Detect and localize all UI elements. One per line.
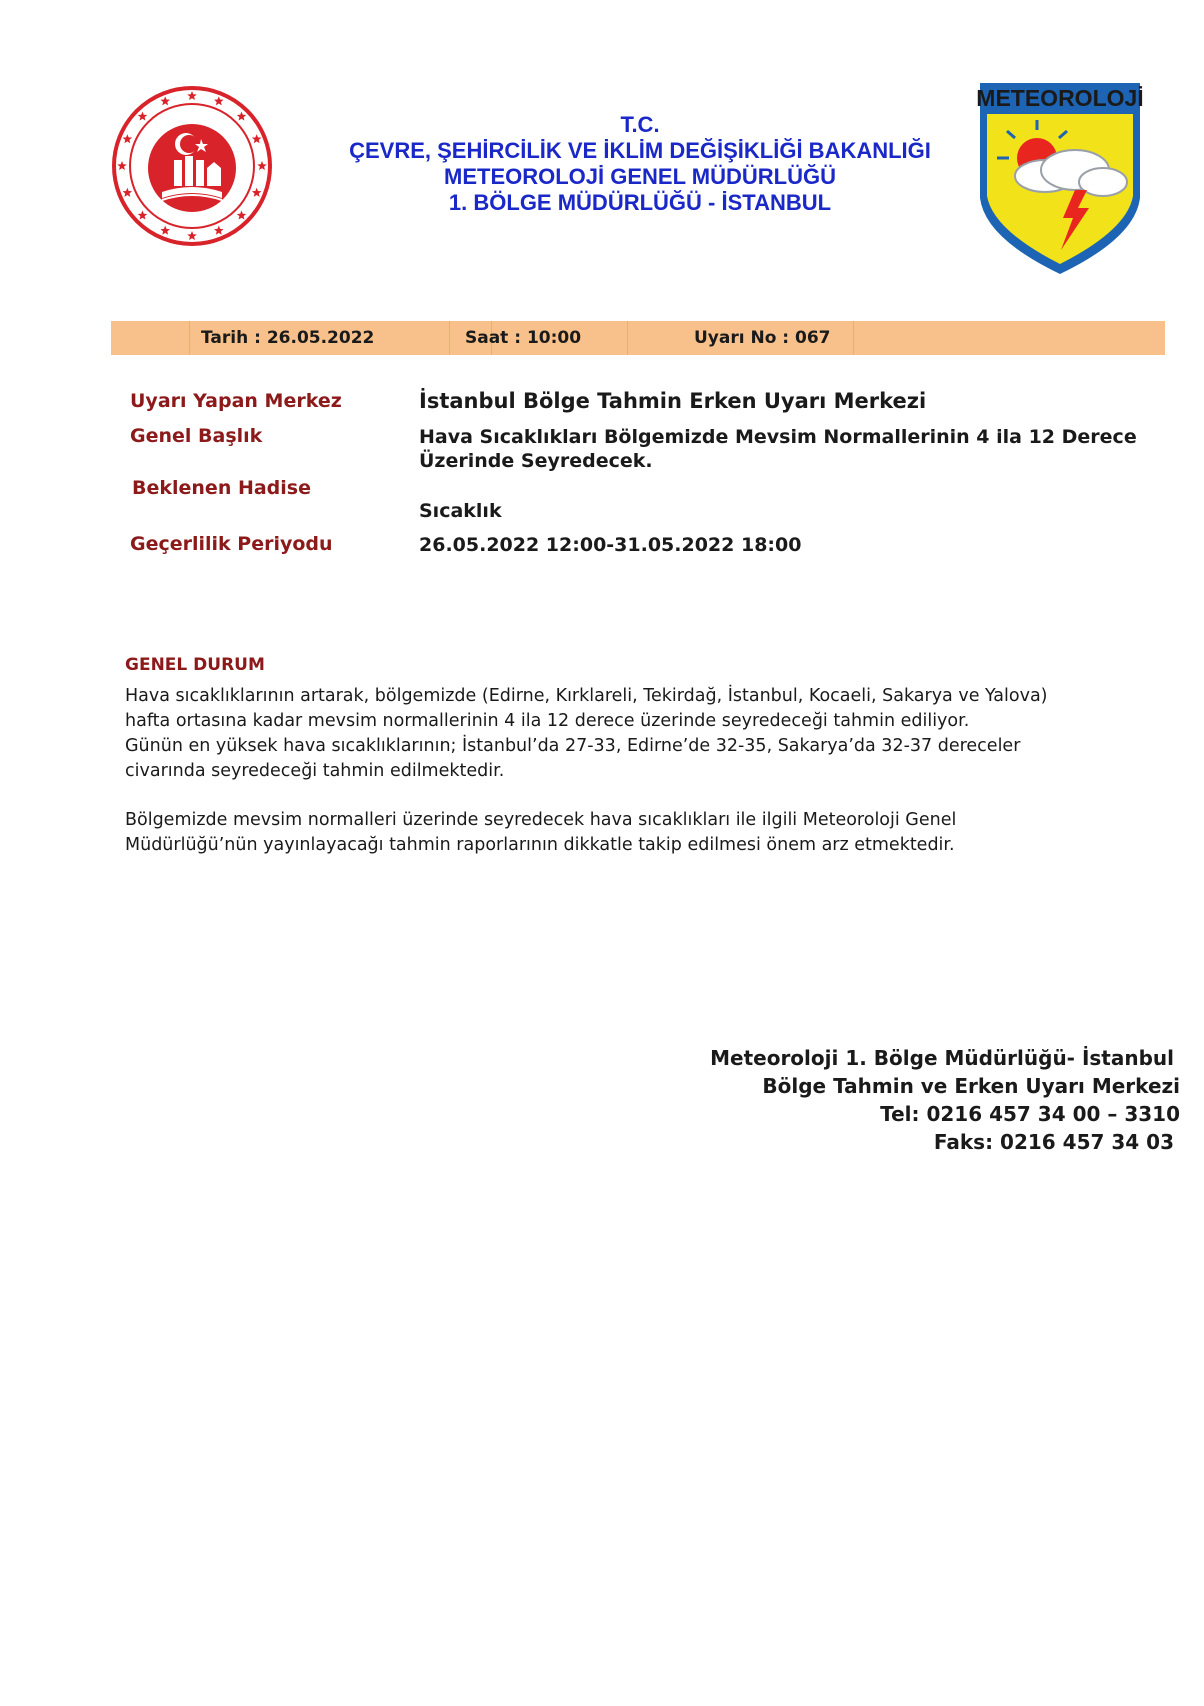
field-label-center: Uyarı Yapan Merkez xyxy=(130,390,342,412)
seal-star-icon xyxy=(257,161,267,170)
seal-star-icon xyxy=(160,96,170,105)
seal-star-icon xyxy=(252,188,262,197)
seal-star-icon xyxy=(187,231,197,240)
signature-block xyxy=(710,1044,1180,1156)
seal-star-icon xyxy=(138,211,148,220)
paragraph-1-line-4: civarında seyredeceği tahmin edilmektedir. xyxy=(125,761,505,781)
seal-star-icon xyxy=(237,112,247,121)
seal-star-icon xyxy=(214,226,224,235)
field-value-event: Sıcaklık xyxy=(419,500,502,522)
seal-star-icon xyxy=(187,91,197,100)
header-line-directorate: METEOROLOJİ GENEL MÜDÜRLÜĞÜ xyxy=(444,164,836,189)
ministry-emblem-logo xyxy=(110,84,274,248)
signature-line-fax: Faks: 0216 457 34 03 xyxy=(933,1130,1174,1154)
field-value-period: 26.05.2022 12:00-31.05.2022 18:00 xyxy=(419,534,802,556)
paragraph-2-line-1: Bölgemizde mevsim normalleri üzerinde seyredecek hava sıcaklıkları ile ilgili Meteoroloji Genel xyxy=(125,810,957,830)
paragraph-1-line-2: hafta ortasına kadar mevsim normallerinin 4 ila 12 derece üzerinde seyredeceği tahmin ediliyor. xyxy=(125,711,970,731)
field-label-period: Geçerlilik Periyodu xyxy=(130,533,333,555)
field-label-event: Beklenen Hadise xyxy=(132,477,311,499)
meteoroloji-logo-text: METEOROLOJİ xyxy=(976,85,1144,111)
paragraph-1-line-3: Günün en yüksek hava sıcaklıklarının; İstanbul’da 27-33, Edirne’de 32-35, Sakarya’da 32-37 dereceler xyxy=(125,736,1021,756)
field-value-title-line1: Hava Sıcaklıkları Bölgemizde Mevsim Normallerinin 4 ila 12 Derece xyxy=(419,426,1137,448)
header-line-ministry: ÇEVRE, ŞEHİRCİLİK VE İKLİM DEĞİŞİKLİĞİ BAKANLIĞI xyxy=(349,138,931,163)
paragraph-2-line-2: Müdürlüğü’nün yayınlayacağı tahmin raporlarının dikkatle takip edilmesi önem arz etmektedir. xyxy=(125,835,955,855)
genel-durum-paragraph-2 xyxy=(125,808,1125,858)
info-time: Saat : 10:00 xyxy=(465,328,582,348)
field-value-title-line2: Üzerinde Seyredecek. xyxy=(419,450,653,472)
field-value-center: İstanbul Bölge Tahmin Erken Uyarı Merkezi xyxy=(419,389,927,413)
meteoroloji-shield-logo xyxy=(975,78,1145,278)
signature-line-center: Bölge Tahmin ve Erken Uyarı Merkezi xyxy=(762,1074,1180,1098)
seal-star-icon xyxy=(214,96,224,105)
seal-star-icon xyxy=(252,134,262,143)
header-line-tc: T.C. xyxy=(620,112,660,137)
signature-line-office: Meteoroloji 1. Bölge Müdürlüğü- İstanbul xyxy=(710,1046,1174,1070)
seal-star-icon xyxy=(117,161,127,170)
seal-star-icon xyxy=(237,211,247,220)
header-line-region: 1. BÖLGE MÜDÜRLÜĞÜ - İSTANBUL xyxy=(448,190,832,215)
signature-line-tel: Tel: 0216 457 34 00 – 3310 xyxy=(880,1102,1180,1126)
seal-star-icon xyxy=(123,134,133,143)
seal-star-icon xyxy=(160,226,170,235)
genel-durum-heading: GENEL DURUM xyxy=(125,655,265,675)
seal-star-icon xyxy=(138,112,148,121)
info-date: Tarih : 26.05.2022 xyxy=(201,328,375,348)
genel-durum-paragraph-1 xyxy=(125,684,1125,784)
seal-star-icon xyxy=(123,188,133,197)
field-value-title xyxy=(419,425,1137,473)
paragraph-1-line-1: Hava sıcaklıklarının artarak, bölgemizde (Edirne, Kırklareli, Tekirdağ, İstanbul, Kocaeli, Sakarya ve Yalova) xyxy=(125,686,1048,706)
field-label-title: Genel Başlık xyxy=(130,425,263,447)
info-warning-no: Uyarı No : 067 xyxy=(694,328,831,348)
header-title xyxy=(300,112,980,216)
info-bar xyxy=(111,321,1165,355)
